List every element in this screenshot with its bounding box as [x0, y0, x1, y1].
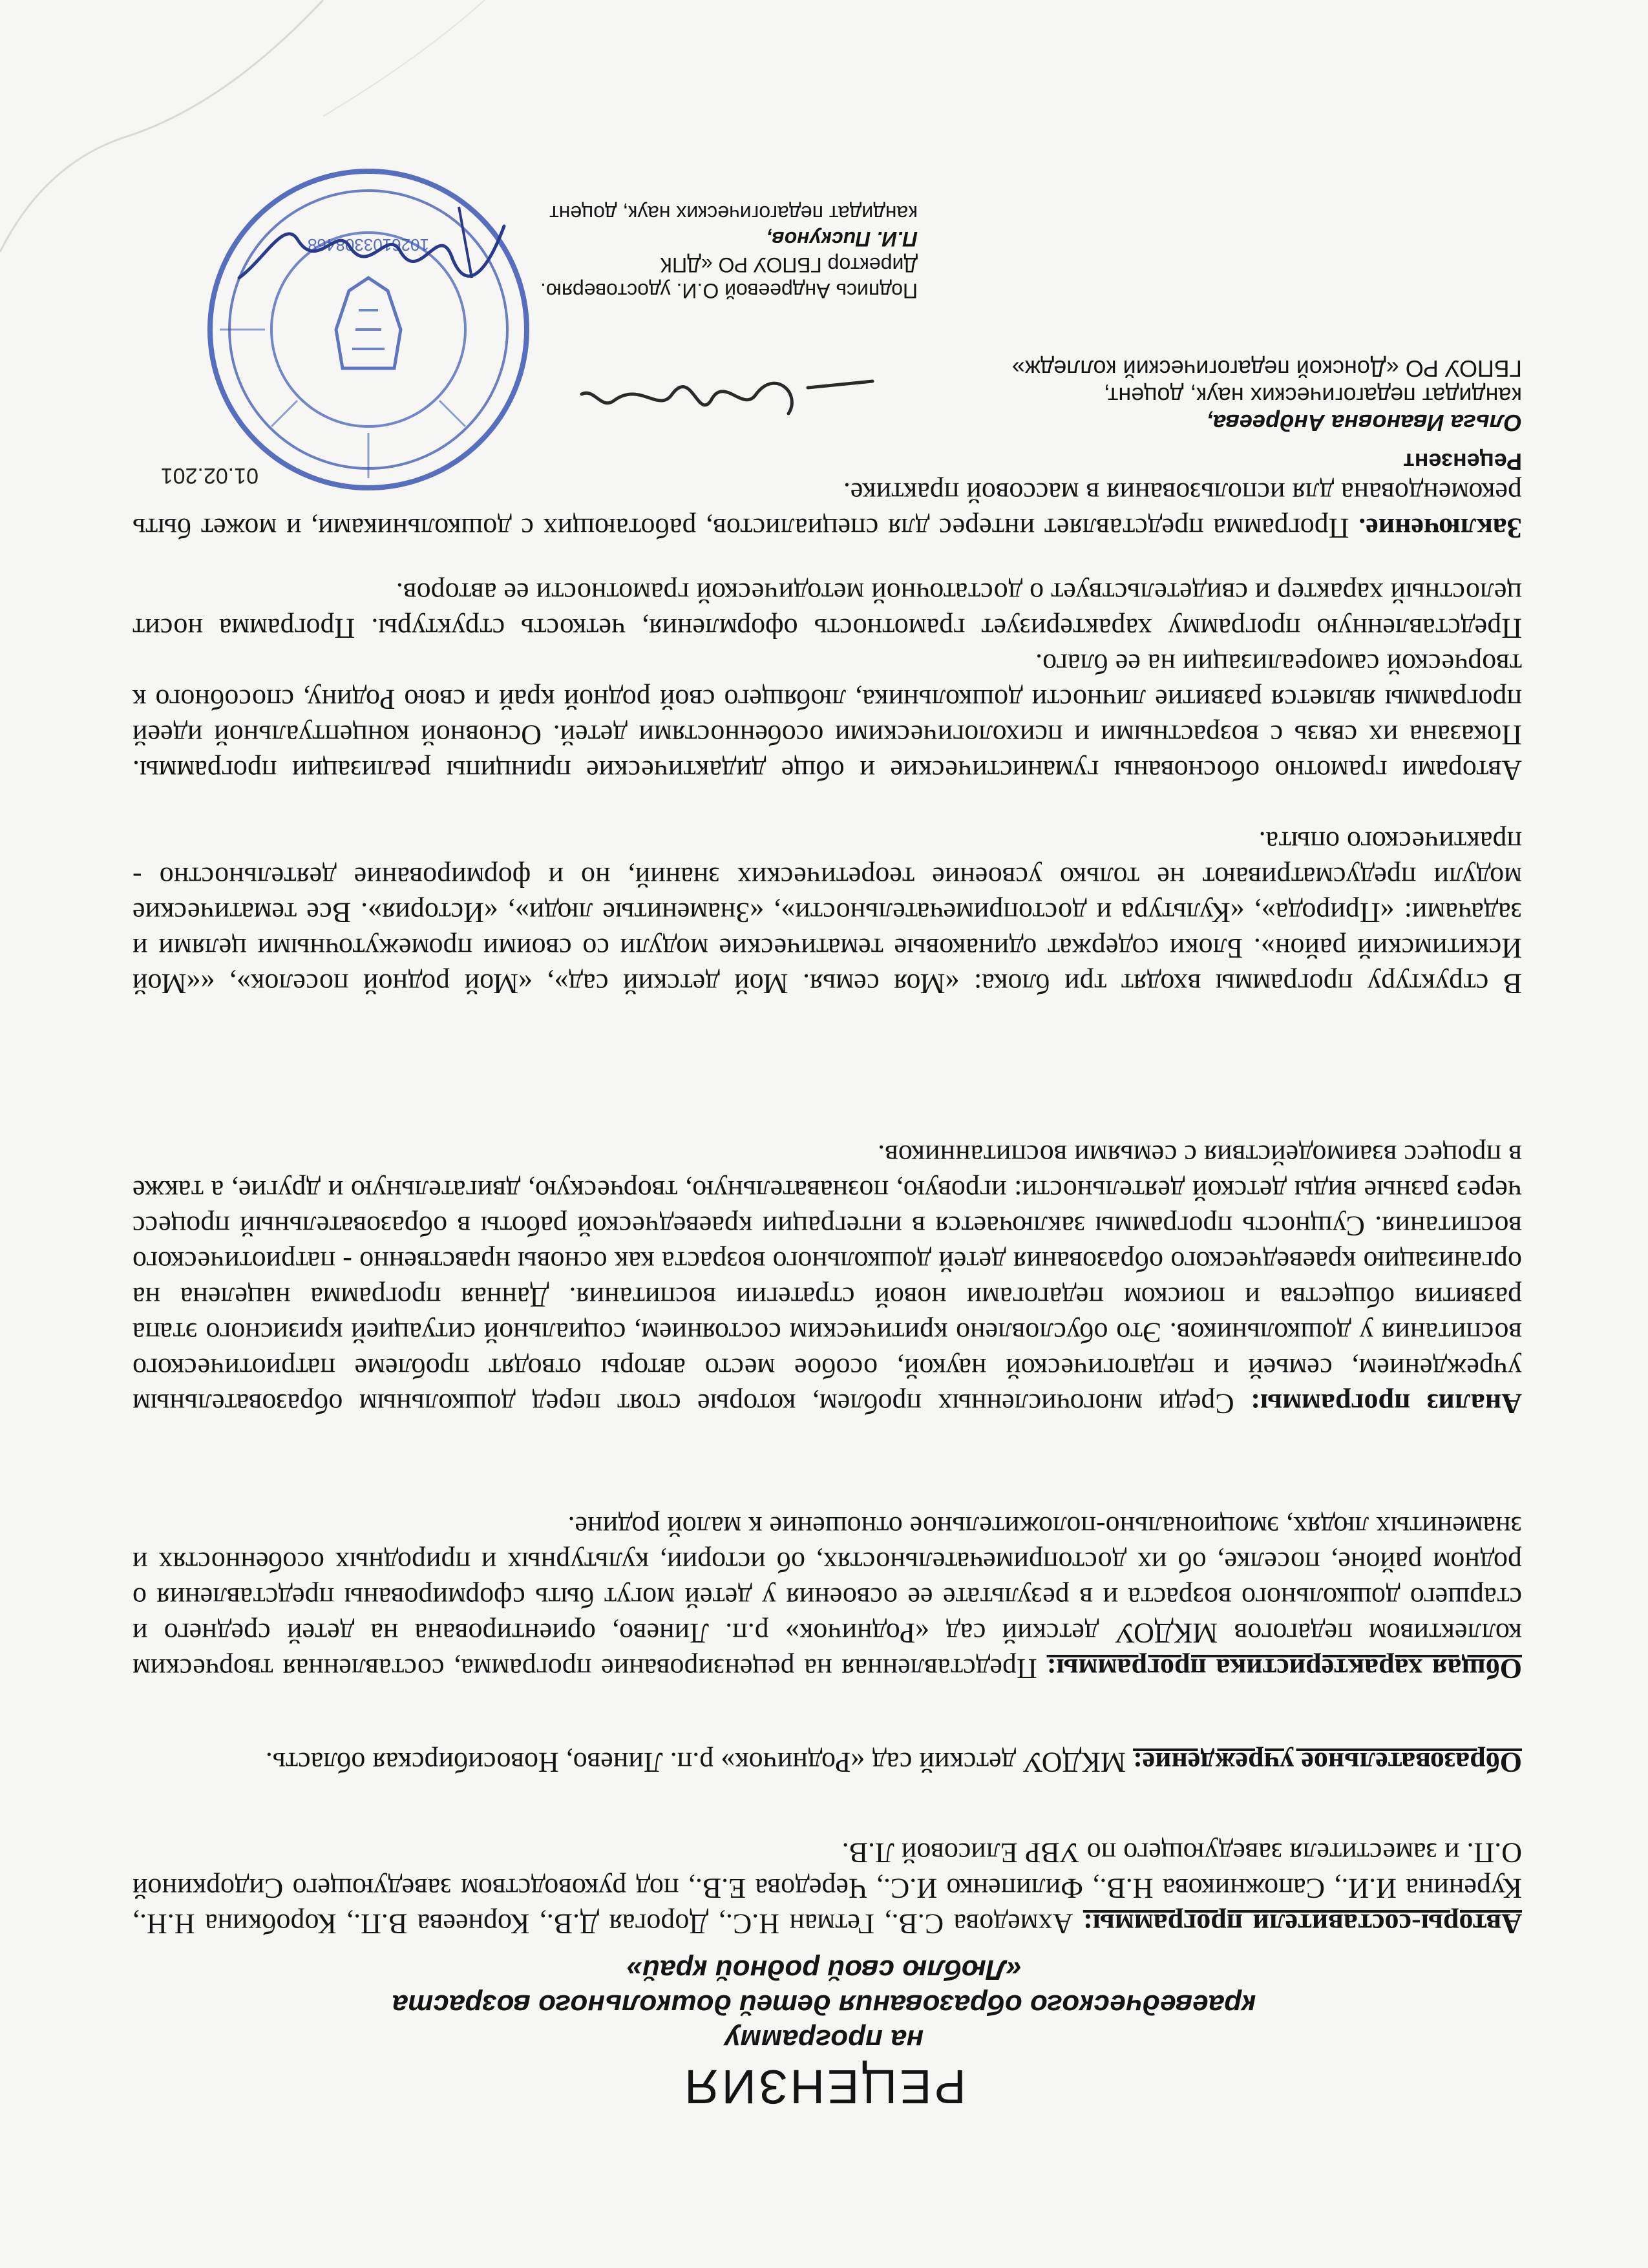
- general-label: Общая характеристика программы:: [1046, 1653, 1522, 1685]
- reviewer-degree: кандидат педагогических наук, доцент,: [1103, 383, 1522, 409]
- general-paragraph: [132, 1509, 1522, 1686]
- certification-line-1: Подпись Андреевой О.И. удостоверяю.: [540, 279, 918, 302]
- institution-label: Образовательное учреждение:: [1132, 1747, 1522, 1778]
- reviewer-heading: Рецензент: [1403, 448, 1522, 475]
- title-line-3: «Люблю свой родной край»: [626, 1954, 1022, 1986]
- institution-text: МКДОУ детский сад «Родничок» р.п. Линево, Новосибирская область.: [265, 1747, 1133, 1778]
- document-title: РЕЦЕНЗИЯ: [682, 2060, 966, 2114]
- institution-paragraph: [132, 1745, 1522, 1780]
- general-text: Представленная на рецензирование программа, составленная творческим коллективом педагогов МКДОУ детский сад «Родничок» р.п. Линево, ориентирована на детей среднего и старшего дошкольного возраста и в результате ее освоения у детей могут быть сформированы представления о родном районе, поселке, об их достопримечательностях, об истории, культурных и природных особенностях и знаменитых людях, эмоционально-положительное отношение к малой родине.: [132, 1511, 1522, 1685]
- reviewer-org: ГБПОУ РО «Донской педагогический колледж»: [1011, 355, 1522, 382]
- authors-paragraph: [132, 1835, 1522, 1942]
- reviewer-name: Ольга Ивановна Андреева,: [1206, 410, 1522, 436]
- analysis-label: Анализ программы:: [1251, 1388, 1522, 1420]
- director-degree: кандидат педагогических наук, доцент: [549, 202, 918, 225]
- director-signature: [226, 187, 523, 317]
- quality-paragraph: [132, 575, 1522, 646]
- title-block: [0, 1952, 1648, 2116]
- principles-paragraph: [132, 646, 1522, 788]
- analysis-paragraph: [132, 1137, 1522, 1422]
- title-line-1: на программу: [724, 2024, 924, 2055]
- review-date: 01.02.201: [160, 463, 259, 488]
- conclusion-text: Программа представляет интерес для специалистов, работающих с дошкольниками, и может быть рекомендована для использования в массовой практике.: [132, 477, 1522, 544]
- title-line-2: краеведческого образования детей дошкольного возраста: [392, 1989, 1256, 2021]
- certification-line-2: Директор ГБПОУ РО «ДПК: [660, 253, 918, 277]
- director-name: П.И. Пискунов,: [766, 227, 918, 251]
- conclusion-label: Заключение.: [1358, 512, 1522, 544]
- quality-text: Представленную программу характеризует грамотность оформления, четкость структуры. Программа носит целостный характер и свидетельствует о достаточной методической грамотности ее авторов.: [132, 577, 1522, 644]
- stamp-number: 1026103308468: [308, 235, 429, 255]
- reviewer-signature: [575, 349, 885, 439]
- principles-text: Авторами грамотно обоснованы гуманистические и обще дидактические принципы реализации программы. Показана их связь с возрастными и психологическими особенностями детей. Основной концептуальной идеей программы является развитие личности дошкольника, любящего свой родной край и свою Родину, способного к творческой самореализации на ее благо.: [132, 648, 1522, 786]
- structure-paragraph: [132, 824, 1522, 1002]
- structure-text: В структуру программы входят три блока: «Моя семья. Мой детский сад», «Мой родной поселок», ««Мой Искитимский район». Блоки содержат одинаковые тематические модули со своими промежуточными целями и задачами: «Природа», «Культура и достопримечательности», «Знаменитые люди», «История». Все тематические модули предусматривают не только усвоение теоретических знаний, но и формирование деятельностно - практического опыта.: [132, 826, 1522, 1000]
- authors-text: Ахмедова С.В., Гетман Н.С., Дорогая Д.В., Корнеева В.П., Коробкина Н.Н., Куренина И.И., Сапожникова Н.В., Филипенко И.С., Чередова Е.В., под руководством заведующего Сидоркиной О.П. и заместителя заведующего по УВР Елисовой Л.В.: [132, 1837, 1522, 1940]
- analysis-text: Среди многочисленных проблем, которые стоят перед дошкольным образовательным учреждением, семьей и педагогической наукой, особое место авторы отводят проблеме патриотического воспитания у дошкольников. Это обусловлено критическим состоянием, социальной ситуацией кризисного этапа развития общества и поиском педагогами новой стратегии воспитания. Данная программа нацелена на организацию краеведческого образования детей дошкольного возраста как основы нравственно - патриотического воспитания. Сущность программы заключается в интеграции краеведческой работы в образовательный процесс через разные виды детской деятельности: игровую, познавательную, творческую, двигательную и другие, а также в процесс взаимодействия с семьями воспитанников.: [132, 1139, 1522, 1420]
- authors-label: Авторы-составители программы:: [1083, 1908, 1522, 1940]
